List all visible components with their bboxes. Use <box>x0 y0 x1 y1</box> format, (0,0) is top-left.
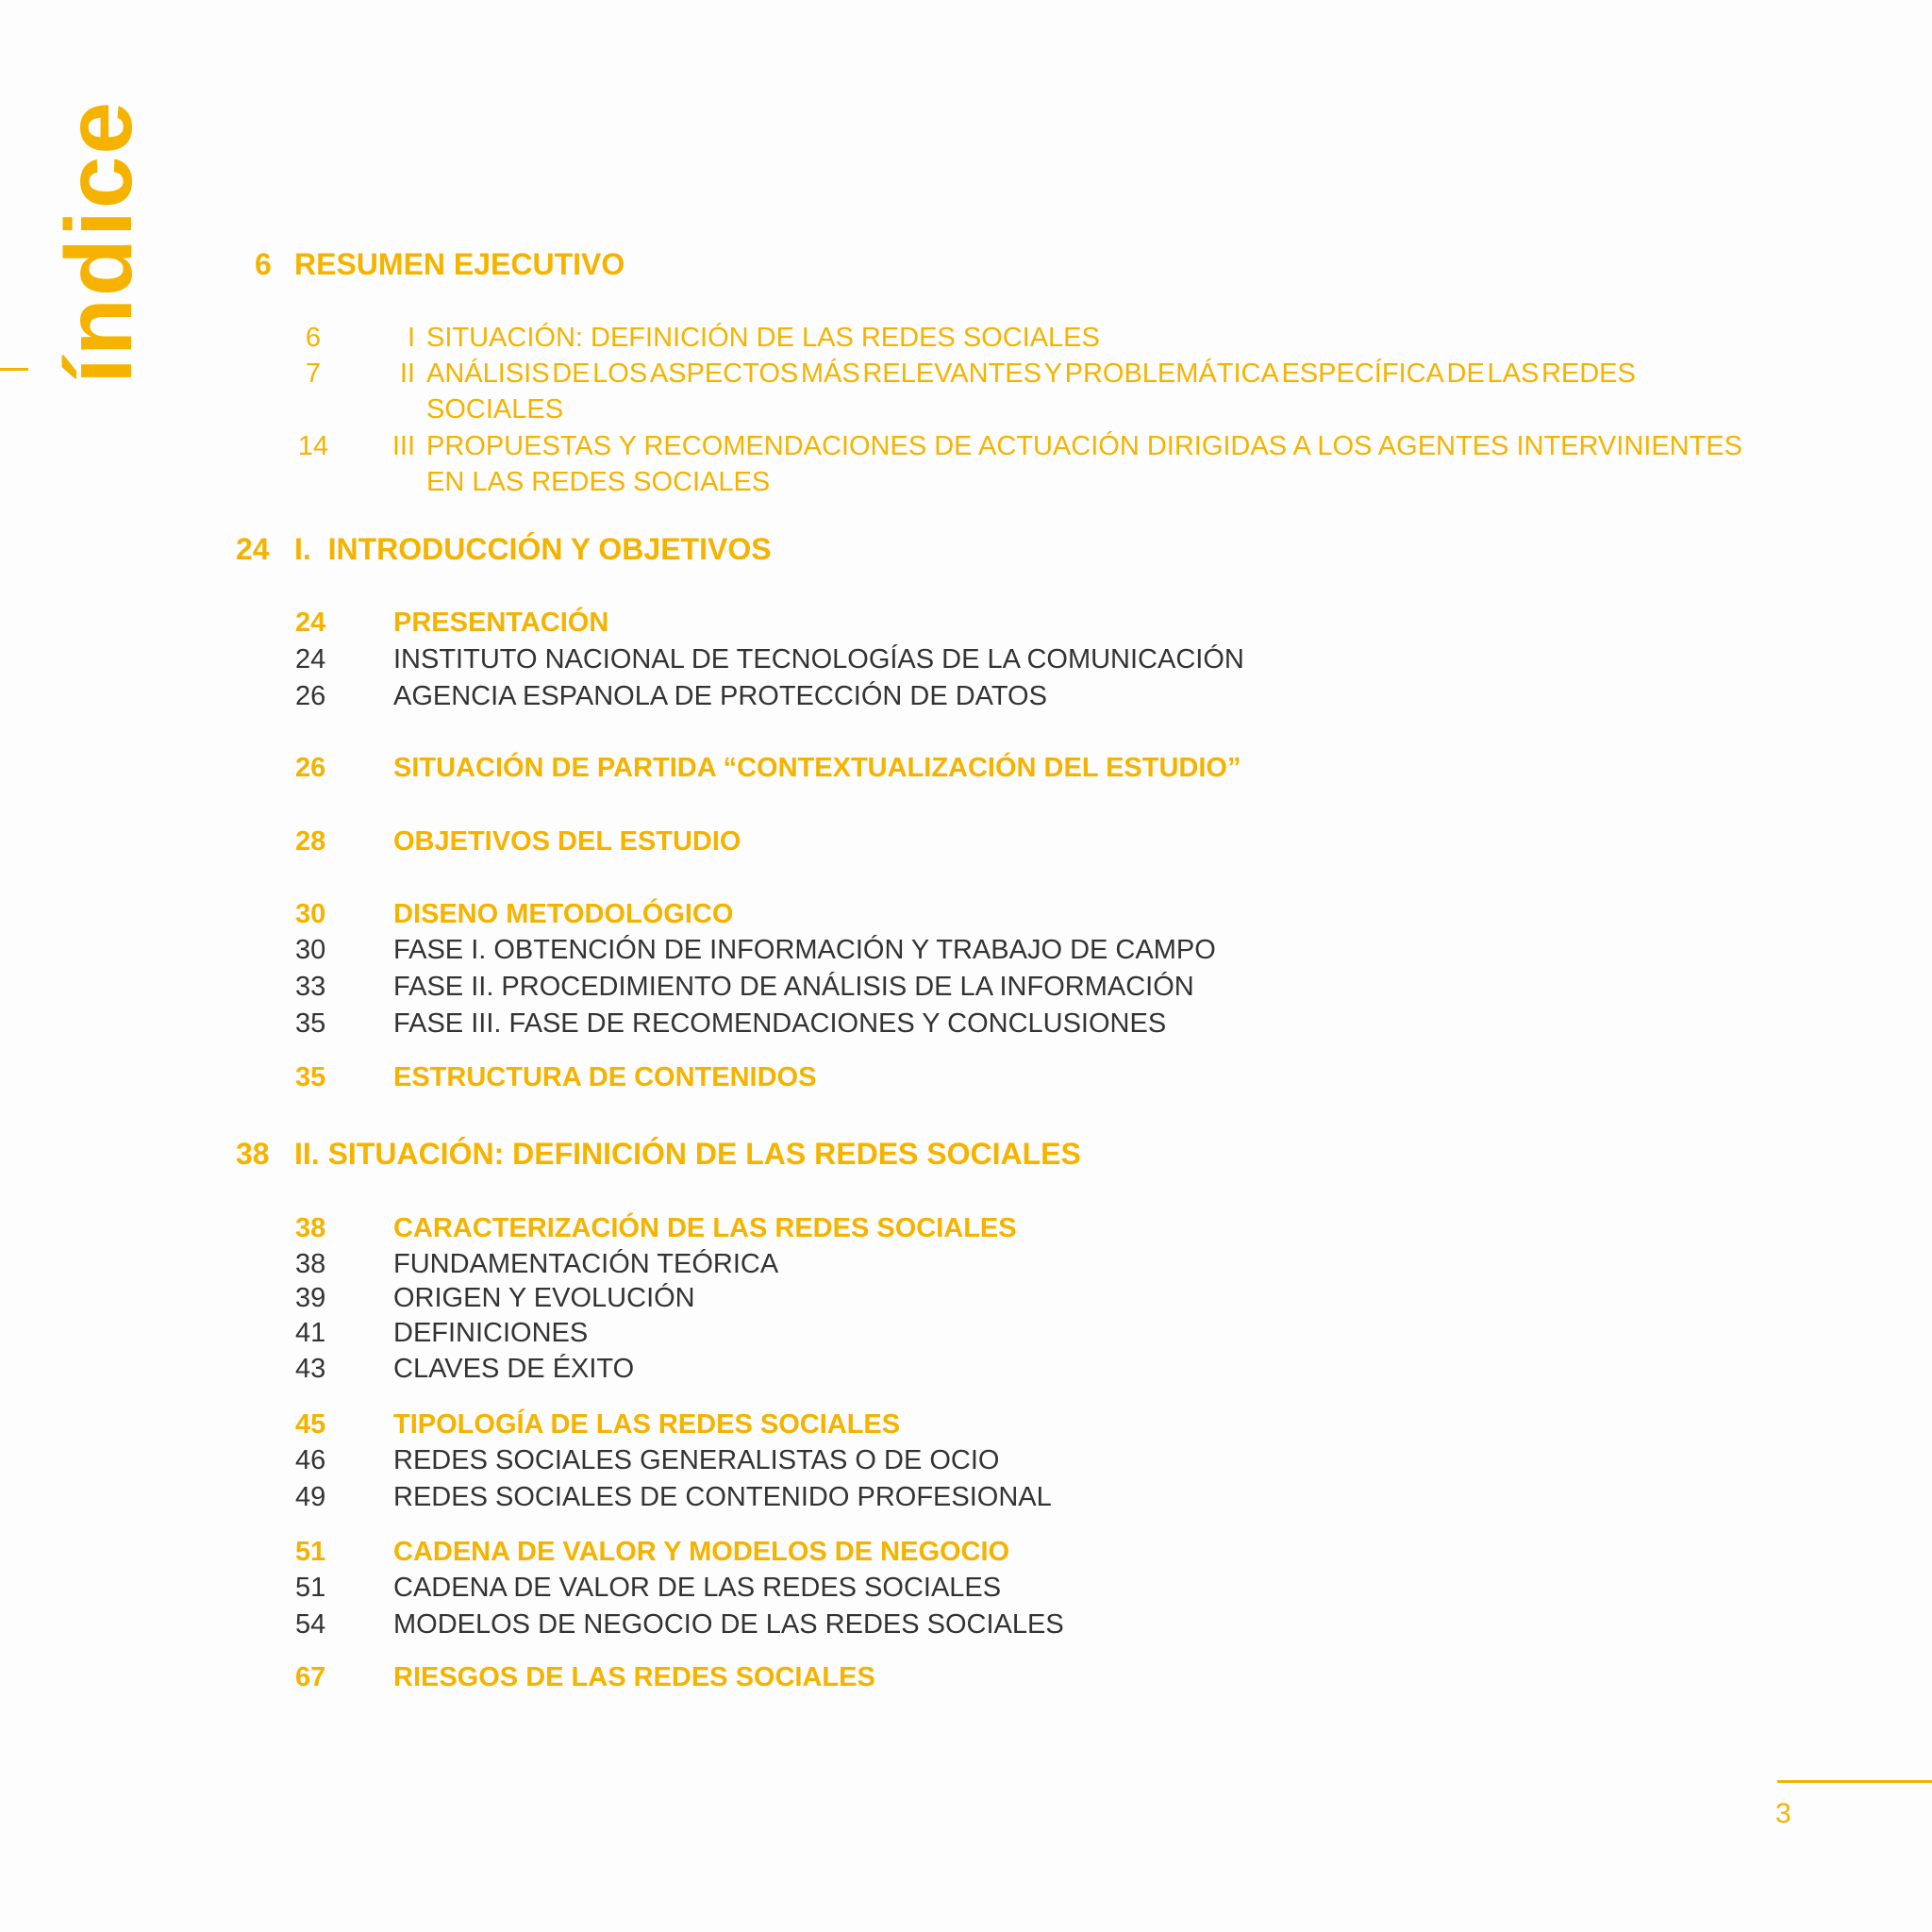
toc-page-number: 38 <box>295 1249 326 1279</box>
toc-page-number: 14 <box>297 431 329 461</box>
toc-entry-title: CADENA DE VALOR DE LAS REDES SOCIALES <box>393 1573 1002 1603</box>
toc-page-number: 24 <box>295 608 326 638</box>
toc-page-number: 41 <box>295 1318 326 1348</box>
toc-entry-title: SITUACIÓN: DEFINICIÓN DE LAS REDES SOCIALES <box>426 323 1100 353</box>
toc-section-title: II. SITUACIÓN: DEFINICIÓN DE LAS REDES SOCIALES <box>294 1137 1081 1171</box>
toc-page-number: 30 <box>295 899 326 929</box>
toc-page-number: 49 <box>295 1482 326 1512</box>
toc-entry-title: OBJETIVOS DEL ESTUDIO <box>393 826 741 857</box>
page-number: 3 <box>1775 1798 1791 1829</box>
toc-section-title: RESUMEN EJECUTIVO <box>294 247 625 281</box>
toc-entry-title: ORIGEN Y EVOLUCIÓN <box>393 1283 695 1313</box>
toc-entry-title: ANÁLISIS DE LOS ASPECTOS MÁS RELEVANTES Y PROBLEMÁTICA ESPECÍFICA DE LAS REDES <box>426 358 1636 389</box>
toc-page-number: 6 <box>255 247 272 281</box>
toc-roman-numeral: III <box>391 431 415 461</box>
toc-entry-title: FUNDAMENTACIÓN TEÓRICA <box>393 1249 779 1279</box>
toc-entry-title: CLAVES DE ÉXITO <box>393 1354 635 1384</box>
toc-entry-title: FASE II. PROCEDIMIENTO DE ANÁLISIS DE LA INFORMACIÓN <box>393 972 1194 1002</box>
toc-entry-title: RIESGOS DE LAS REDES SOCIALES <box>393 1662 875 1692</box>
toc-page-number: 26 <box>295 681 326 711</box>
toc-page-number: 26 <box>295 753 326 783</box>
toc-page-number: 54 <box>295 1609 326 1640</box>
toc-page-number: 38 <box>236 1137 270 1171</box>
toc-page-number: 51 <box>295 1573 326 1603</box>
toc-page-number: 7 <box>305 358 322 389</box>
toc-entry-title: CADENA DE VALOR Y MODELOS DE NEGOCIO <box>393 1537 1010 1567</box>
toc-page-number: 33 <box>295 972 326 1002</box>
toc-entry-title: CARACTERIZACIÓN DE LAS REDES SOCIALES <box>393 1213 1017 1243</box>
toc-entry-title: DISENO METODOLÓGICO <box>393 899 734 929</box>
footer-rule <box>1777 1780 1932 1783</box>
toc-entry-title-continued: SOCIALES <box>426 394 564 425</box>
toc-entry-title: REDES SOCIALES GENERALISTAS O DE OCIO <box>393 1445 1000 1475</box>
toc-page-number: 45 <box>295 1409 326 1440</box>
toc-roman-numeral: II <box>399 358 415 389</box>
index-title: índice <box>46 100 152 384</box>
toc-page-number: 35 <box>295 1062 326 1092</box>
toc-page-number: 51 <box>295 1537 326 1567</box>
toc-entry-title-continued: EN LAS REDES SOCIALES <box>426 467 771 497</box>
toc-page-number: 39 <box>295 1283 326 1313</box>
toc-page-number: 43 <box>295 1354 326 1384</box>
toc-entry-title: FASE I. OBTENCIÓN DE INFORMACIÓN Y TRABAJO DE CAMPO <box>393 935 1216 965</box>
toc-entry-title: AGENCIA ESPANOLA DE PROTECCIÓN DE DATOS <box>393 681 1047 711</box>
toc-entry-title: INSTITUTO NACIONAL DE TECNOLOGÍAS DE LA COMUNICACIÓN <box>393 644 1244 675</box>
toc-page-number: 24 <box>295 644 326 675</box>
toc-page-number: 35 <box>295 1008 326 1039</box>
side-tick-rule <box>0 368 28 371</box>
toc-entry-title: SITUACIÓN DE PARTIDA “CONTEXTUALIZACIÓN DEL ESTUDIO” <box>393 753 1241 783</box>
toc-roman-numeral: I <box>407 323 415 353</box>
toc-entry-title: TIPOLOGÍA DE LAS REDES SOCIALES <box>393 1409 901 1440</box>
toc-page-number: 30 <box>295 935 326 965</box>
toc-page-number: 38 <box>295 1213 326 1243</box>
toc-entry-title: DEFINICIONES <box>393 1318 589 1348</box>
toc-page-number: 28 <box>295 826 326 857</box>
toc-entry-title: FASE III. FASE DE RECOMENDACIONES Y CONCLUSIONES <box>393 1008 1167 1039</box>
toc-entry-title: MODELOS DE NEGOCIO DE LAS REDES SOCIALES <box>393 1609 1064 1640</box>
toc-entry-title: PRESENTACIÓN <box>393 608 609 638</box>
toc-entry-title: ESTRUCTURA DE CONTENIDOS <box>393 1062 817 1092</box>
toc-page-number: 67 <box>295 1662 326 1692</box>
toc-page-number: 24 <box>236 532 270 566</box>
toc-section-title: I. INTRODUCCIÓN Y OBJETIVOS <box>294 532 772 566</box>
toc-entry-title: PROPUESTAS Y RECOMENDACIONES DE ACTUACIÓN DIRIGIDAS A LOS AGENTES INTERVINIENTES <box>426 431 1743 461</box>
toc-entry-title: REDES SOCIALES DE CONTENIDO PROFESIONAL <box>393 1482 1052 1512</box>
toc-page-number: 6 <box>305 323 322 353</box>
toc-page-number: 46 <box>295 1445 326 1475</box>
